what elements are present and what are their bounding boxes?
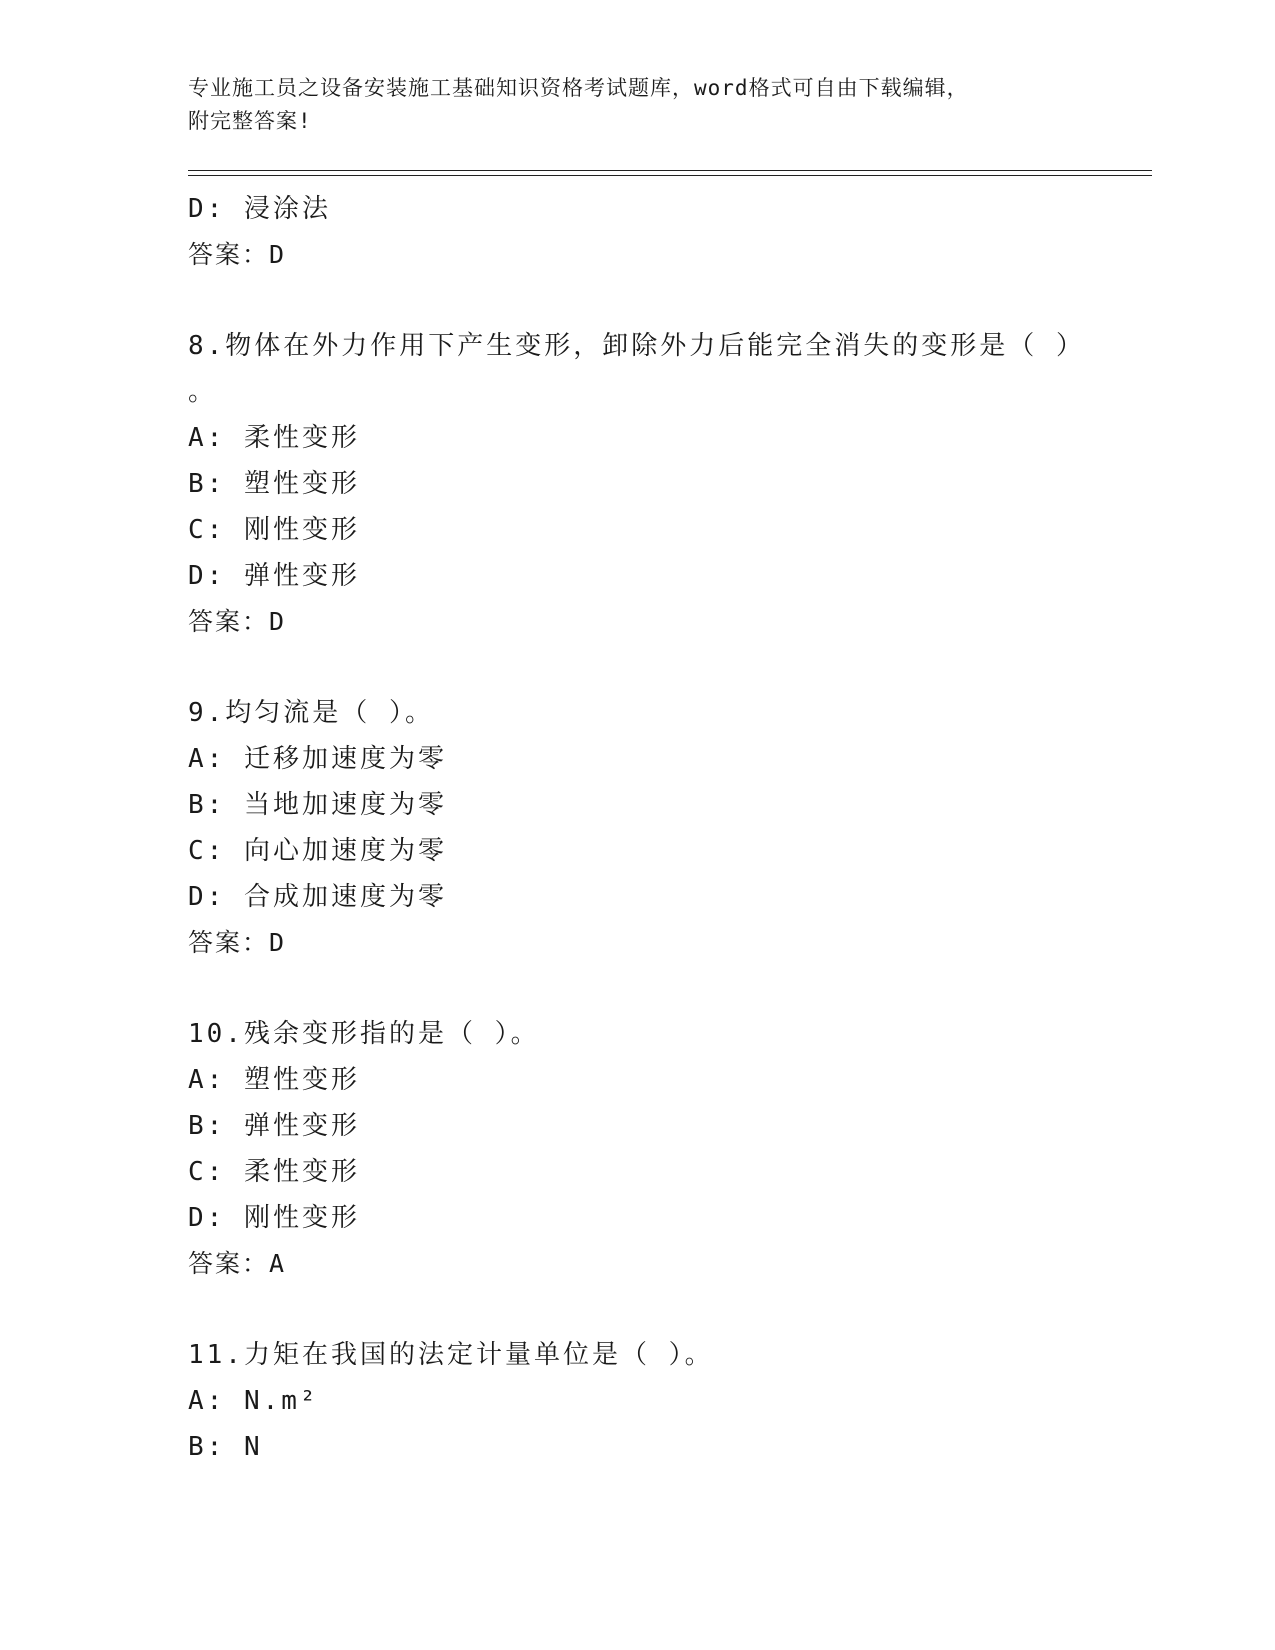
- spacer: [188, 645, 1088, 690]
- option-a: A: 柔性变形: [188, 423, 360, 453]
- option-c: C: 向心加速度为零: [188, 836, 447, 866]
- document-header: [188, 72, 1068, 138]
- question-stem: 11.力矩在我国的法定计量单位是（ ）。: [188, 1340, 714, 1370]
- header-rule-top: [188, 170, 1152, 171]
- option-a: A: N.m²: [188, 1386, 319, 1416]
- option-b: B: N: [188, 1432, 263, 1462]
- header-line-2: 附完整答案!: [188, 109, 312, 133]
- option-d: D: 弹性变形: [188, 561, 360, 591]
- option-b: B: 弹性变形: [188, 1111, 360, 1141]
- answer: 答案：A: [188, 1249, 287, 1278]
- option-d: D: 浸涂法: [188, 194, 331, 224]
- option-c: C: 柔性变形: [188, 1157, 360, 1187]
- option-c: C: 刚性变形: [188, 515, 360, 545]
- answer: 答案：D: [188, 928, 287, 957]
- question-stem: 8.物体在外力作用下产生变形，卸除外力后能完全消失的变形是（ ）: [188, 331, 1085, 361]
- option-d: D: 合成加速度为零: [188, 882, 447, 912]
- spacer: [188, 278, 1088, 323]
- option-d: D: 刚性变形: [188, 1203, 360, 1233]
- answer: 答案：D: [188, 240, 287, 269]
- question-stem: 10.残余变形指的是（ ）。: [188, 1019, 540, 1049]
- question-list: [188, 186, 1088, 1470]
- spacer: [188, 1287, 1088, 1332]
- question-stem: 9.均匀流是（ ）。: [188, 698, 434, 728]
- header-line-1: 专业施工员之设备安装施工基础知识资格考试题库，word格式可自由下载编辑，: [188, 76, 969, 100]
- option-a: A: 塑性变形: [188, 1065, 360, 1095]
- answer: 答案：D: [188, 607, 287, 636]
- question-stem-tail: 。: [188, 377, 218, 407]
- option-b: B: 塑性变形: [188, 469, 360, 499]
- option-a: A: 迁移加速度为零: [188, 744, 447, 774]
- header-rule-bottom: [188, 175, 1152, 176]
- option-b: B: 当地加速度为零: [188, 790, 447, 820]
- spacer: [188, 966, 1088, 1011]
